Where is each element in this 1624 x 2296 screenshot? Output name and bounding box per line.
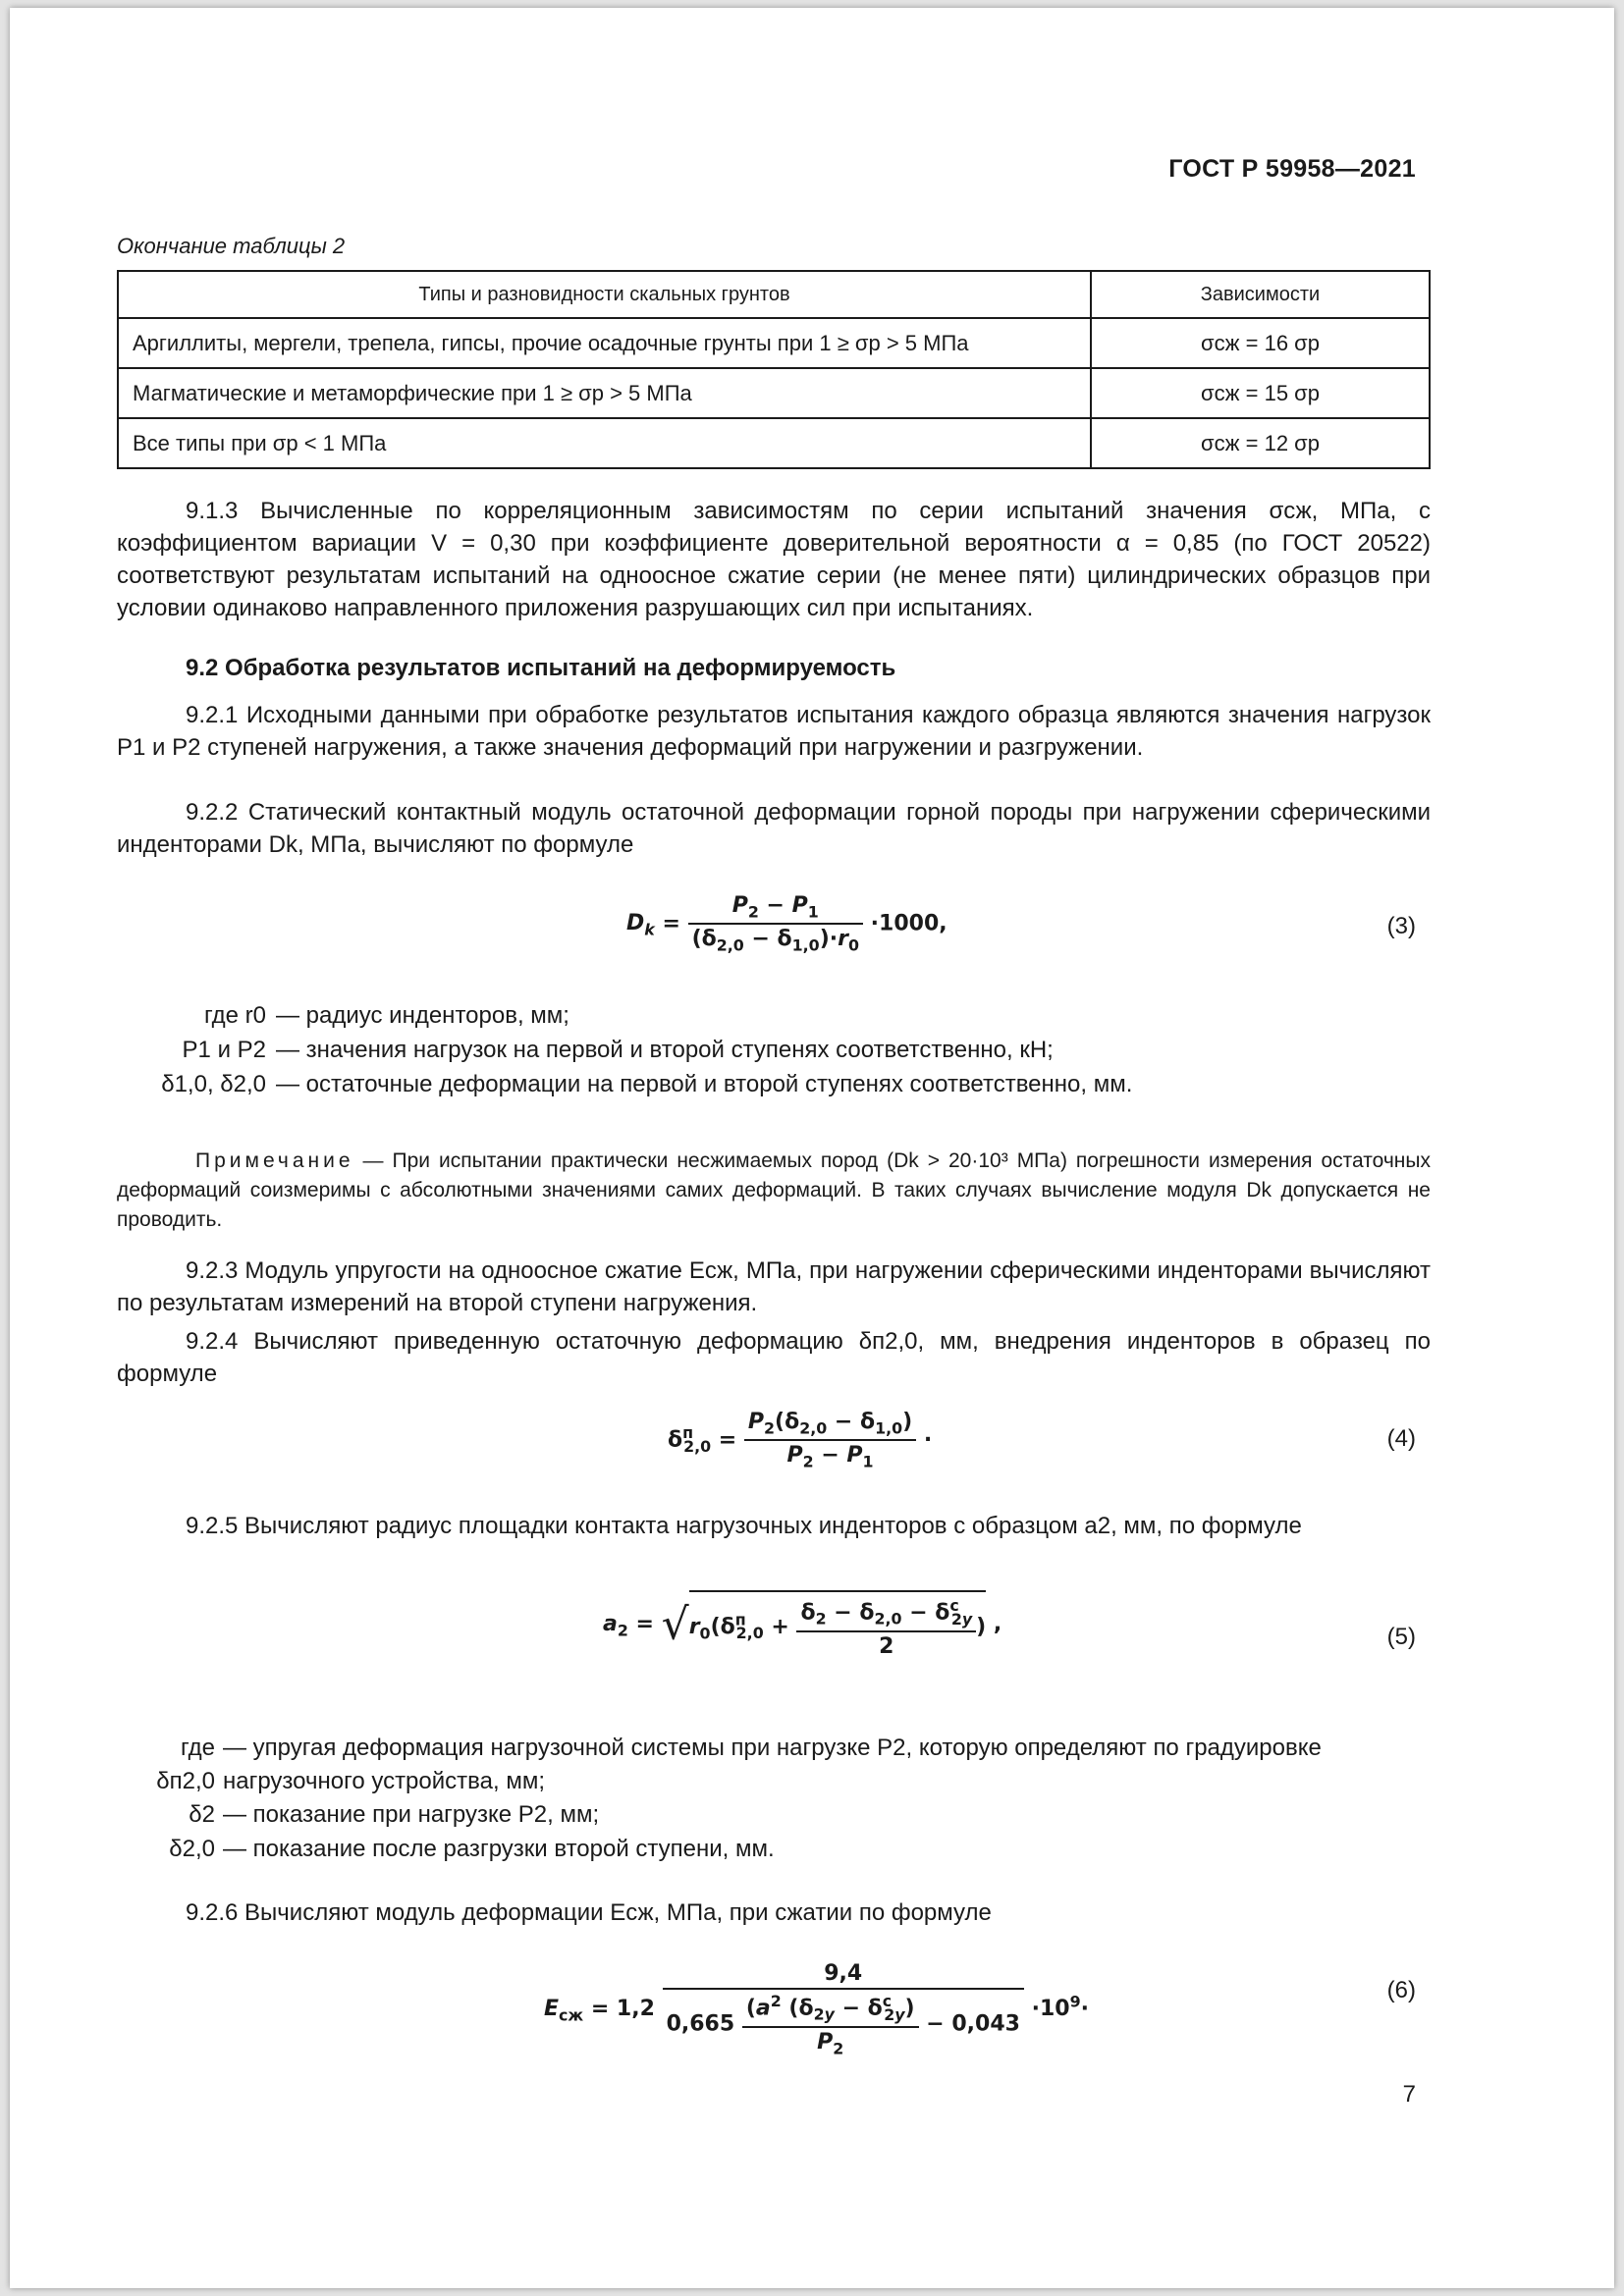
definition-text: — упругая деформация нагрузочной системы при нагрузке P2, которую определяют по градуировке нагрузочного устройства, мм; — [223, 1735, 1322, 1794]
definition-symbol: δ1,0, δ2,0 — [161, 1071, 266, 1097]
table-header-types: Типы и разновидности скальных грунтов — [118, 271, 1091, 318]
note-block — [117, 1147, 1431, 1235]
equation-number-6: (6) — [1386, 1977, 1416, 2003]
paragraph-9-2-6: 9.2.6 Вычисляют модуль деформации Eсж, МПа, при сжатии по формуле — [186, 1899, 992, 1926]
paragraph-9-2-5: 9.2.5 Вычисляют радиус площадки контакта нагрузочных инденторов с образцом a2, мм, по формуле — [186, 1513, 1302, 1539]
paragraph-9-2-2: 9.2.2 Статический контактный модуль остаточной деформации горной породы при нагружении сферическими инденторами Dk, МПа, вычисляют по формуле — [117, 799, 1431, 858]
formula-4: $\delta^п_{2,0}$ = $\frac{P_2(\delta_{2,0} - \delta_{1,0})}{P_2 - P_1}$ · — [668, 1410, 933, 1471]
paragraph-9-1-3: 9.1.3 Вычисленные по корреляционным зависимостям по серии испытаний значения σсж, МПа, с коэффициентом вариации V = 0,30 при коэффициенте доверительной вероятности α = 0,85 (по ГОСТ 20522) соответствуют результатам испытаний на одноосное сжатие серии (не менее пяти) цилиндрических образцов при условии одинаково направленного приложения разрушающих сил при испытаниях. — [117, 498, 1431, 621]
variable-definitions-5 — [117, 1732, 1431, 1869]
definition-symbol: где r0 — [203, 1002, 266, 1029]
paragraph-9-2-3: 9.2.3 Модуль упругости на одноосное сжатие Eсж, МПа, при нагружении сферическими инденторами вычисляют по результатам измерений на второй ступени нагружения. — [117, 1257, 1431, 1316]
table-caption: Окончание таблицы 2 — [117, 234, 346, 258]
section-heading-9-2: 9.2 Обработка результатов испытаний на деформируемость — [186, 655, 896, 681]
table-cell-dependency: σсж = 15 σp — [1091, 368, 1430, 418]
equation-number-3: (3) — [1386, 913, 1416, 939]
table-cell-dependency: σсж = 12 σp — [1091, 418, 1430, 468]
formula-3: $D_k$ = $\frac{P_2 - P_1}{(\delta_{2,0} - \delta_{1,0})\cdot r_0}$ ·1000, — [626, 893, 947, 955]
table-cell-type: Аргиллиты, мергели, трепела, гипсы, прочие осадочные грунты при 1 ≥ σp > 5 МПа — [118, 318, 1091, 368]
table-row — [118, 318, 1430, 368]
table-header-dependencies: Зависимости — [1091, 271, 1430, 318]
formula-6: $E_{сж} = 1,2$ 9,4 0,665 ($a^2$ $(\delta_{2y} - \delta^с_{2y})$ $P_2$ − 0,043 $\cdot 10^9\cdot$ — [544, 1961, 1089, 2058]
definition-text: — значения нагрузок на первой и второй ступенях соответственно, кН; — [276, 1037, 1054, 1063]
variable-definitions-3 — [117, 999, 1431, 1107]
definition-symbol: δ2 — [189, 1801, 215, 1828]
definition-text: — показание после разгрузки второй ступени, мм. — [223, 1836, 775, 1862]
definition-text: — остаточные деформации на первой и второй ступенях соответственно, мм. — [276, 1071, 1133, 1097]
table-row — [118, 368, 1430, 418]
table-header-row — [118, 271, 1430, 318]
table-cell-dependency: σсж = 16 σp — [1091, 318, 1430, 368]
table-cell-type: Магматические и метаморфические при 1 ≥ σp > 5 МПа — [118, 368, 1091, 418]
document-header: ГОСТ Р 59958—2021 — [1168, 155, 1416, 183]
definition-symbol: где δп2,0 — [156, 1735, 215, 1794]
definition-text: — радиус инденторов, мм; — [276, 1002, 569, 1029]
definition-text: — показание при нагрузке P2, мм; — [223, 1801, 600, 1828]
formula-5: $a_2 = √r_0(\delta^п_{2,0}$ + $\delta_2 - \delta_{2,0} - \delta^с_{2y}$ 2 ) , — [603, 1590, 1001, 1659]
equation-number-5: (5) — [1386, 1624, 1416, 1650]
paragraph-9-2-4: 9.2.4 Вычисляют приведенную остаточную деформацию δп2,0, мм, внедрения инденторов в образец по формуле — [117, 1328, 1431, 1387]
note-text: — При испытании практически несжимаемых пород (Dk > 20·10³ МПа) погрешности измерения остаточных деформаций соизмеримы с абсолютными значениями самих деформаций. В таких случаях вычисление модуля Dk допускается не проводить. — [117, 1149, 1431, 1231]
definition-symbol: δ2,0 — [169, 1836, 215, 1862]
page-number: 7 — [1402, 2081, 1416, 2108]
table-cell-type: Все типы при σp < 1 МПа — [118, 418, 1091, 468]
note-label: Примечание — [195, 1149, 354, 1172]
table-row — [118, 418, 1430, 468]
paragraph-9-2-1: 9.2.1 Исходными данными при обработке результатов испытания каждого образца являются значения нагрузок P1 и P2 ступеней нагружения, а также значения деформаций при нагружении и разгружении. — [117, 702, 1431, 761]
equation-number-4: (4) — [1386, 1425, 1416, 1452]
rock-dependency-table — [117, 270, 1431, 469]
definition-symbol: P1 и P2 — [182, 1037, 266, 1063]
document-page — [10, 8, 1614, 2288]
